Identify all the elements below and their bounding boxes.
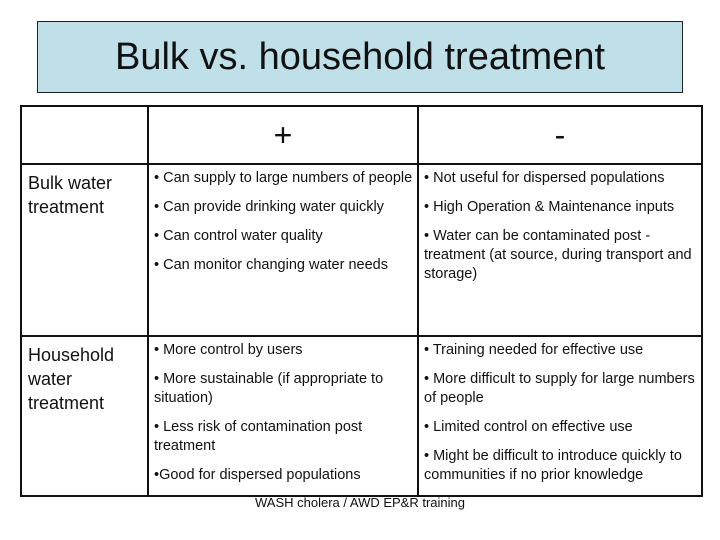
- list-item: • Not useful for dispersed populations: [424, 170, 665, 186]
- table-row-household: [21, 336, 702, 496]
- list-item: • Can provide drinking water quickly: [154, 199, 384, 215]
- list-item: • Less risk of contamination post treatment: [154, 419, 367, 454]
- title-banner: [37, 21, 683, 93]
- footer-text: WASH cholera / AWD EP&R training: [255, 495, 465, 510]
- list-item: • High Operation & Maintenance inputs: [424, 199, 675, 215]
- row-label-household: Household water treatment: [21, 336, 148, 496]
- list-item: • Can supply to large numbers of people: [154, 170, 413, 186]
- list-item: • Training needed for effective use: [424, 342, 644, 358]
- list-item: •Good for dispersed populations: [154, 467, 361, 483]
- list-item: • Might be difficult to introduce quickly to communities if no prior knowledge: [424, 448, 686, 483]
- comparison-table: [20, 105, 703, 497]
- list-item: • Can monitor changing water needs: [154, 257, 388, 273]
- table-row-bulk: [21, 164, 702, 336]
- pros-cell-bulk: [148, 164, 418, 336]
- list-item: • More difficult to supply for large numbers of people: [424, 371, 699, 406]
- list-item: • Water can be contaminated post - treatment (at source, during transport and storage): [424, 228, 696, 282]
- plus-header: +: [273, 116, 293, 153]
- header-row: [21, 106, 702, 164]
- list-item: • More control by users: [154, 342, 303, 358]
- slide-title: Bulk vs. household treatment: [114, 35, 606, 78]
- pros-cell-household: [148, 336, 418, 496]
- cons-cell-household: [418, 336, 702, 496]
- list-item: • More sustainable (if appropriate to situation): [154, 371, 388, 406]
- minus-header: -: [554, 116, 566, 153]
- row-label-bulk: Bulk water treatment: [21, 164, 148, 336]
- header-plus-cell: [148, 106, 418, 164]
- header-blank-cell: [21, 106, 148, 164]
- header-minus-cell: [418, 106, 702, 164]
- cons-cell-bulk: [418, 164, 702, 336]
- list-item: • Limited control on effective use: [424, 419, 633, 435]
- list-item: • Can control water quality: [154, 228, 323, 244]
